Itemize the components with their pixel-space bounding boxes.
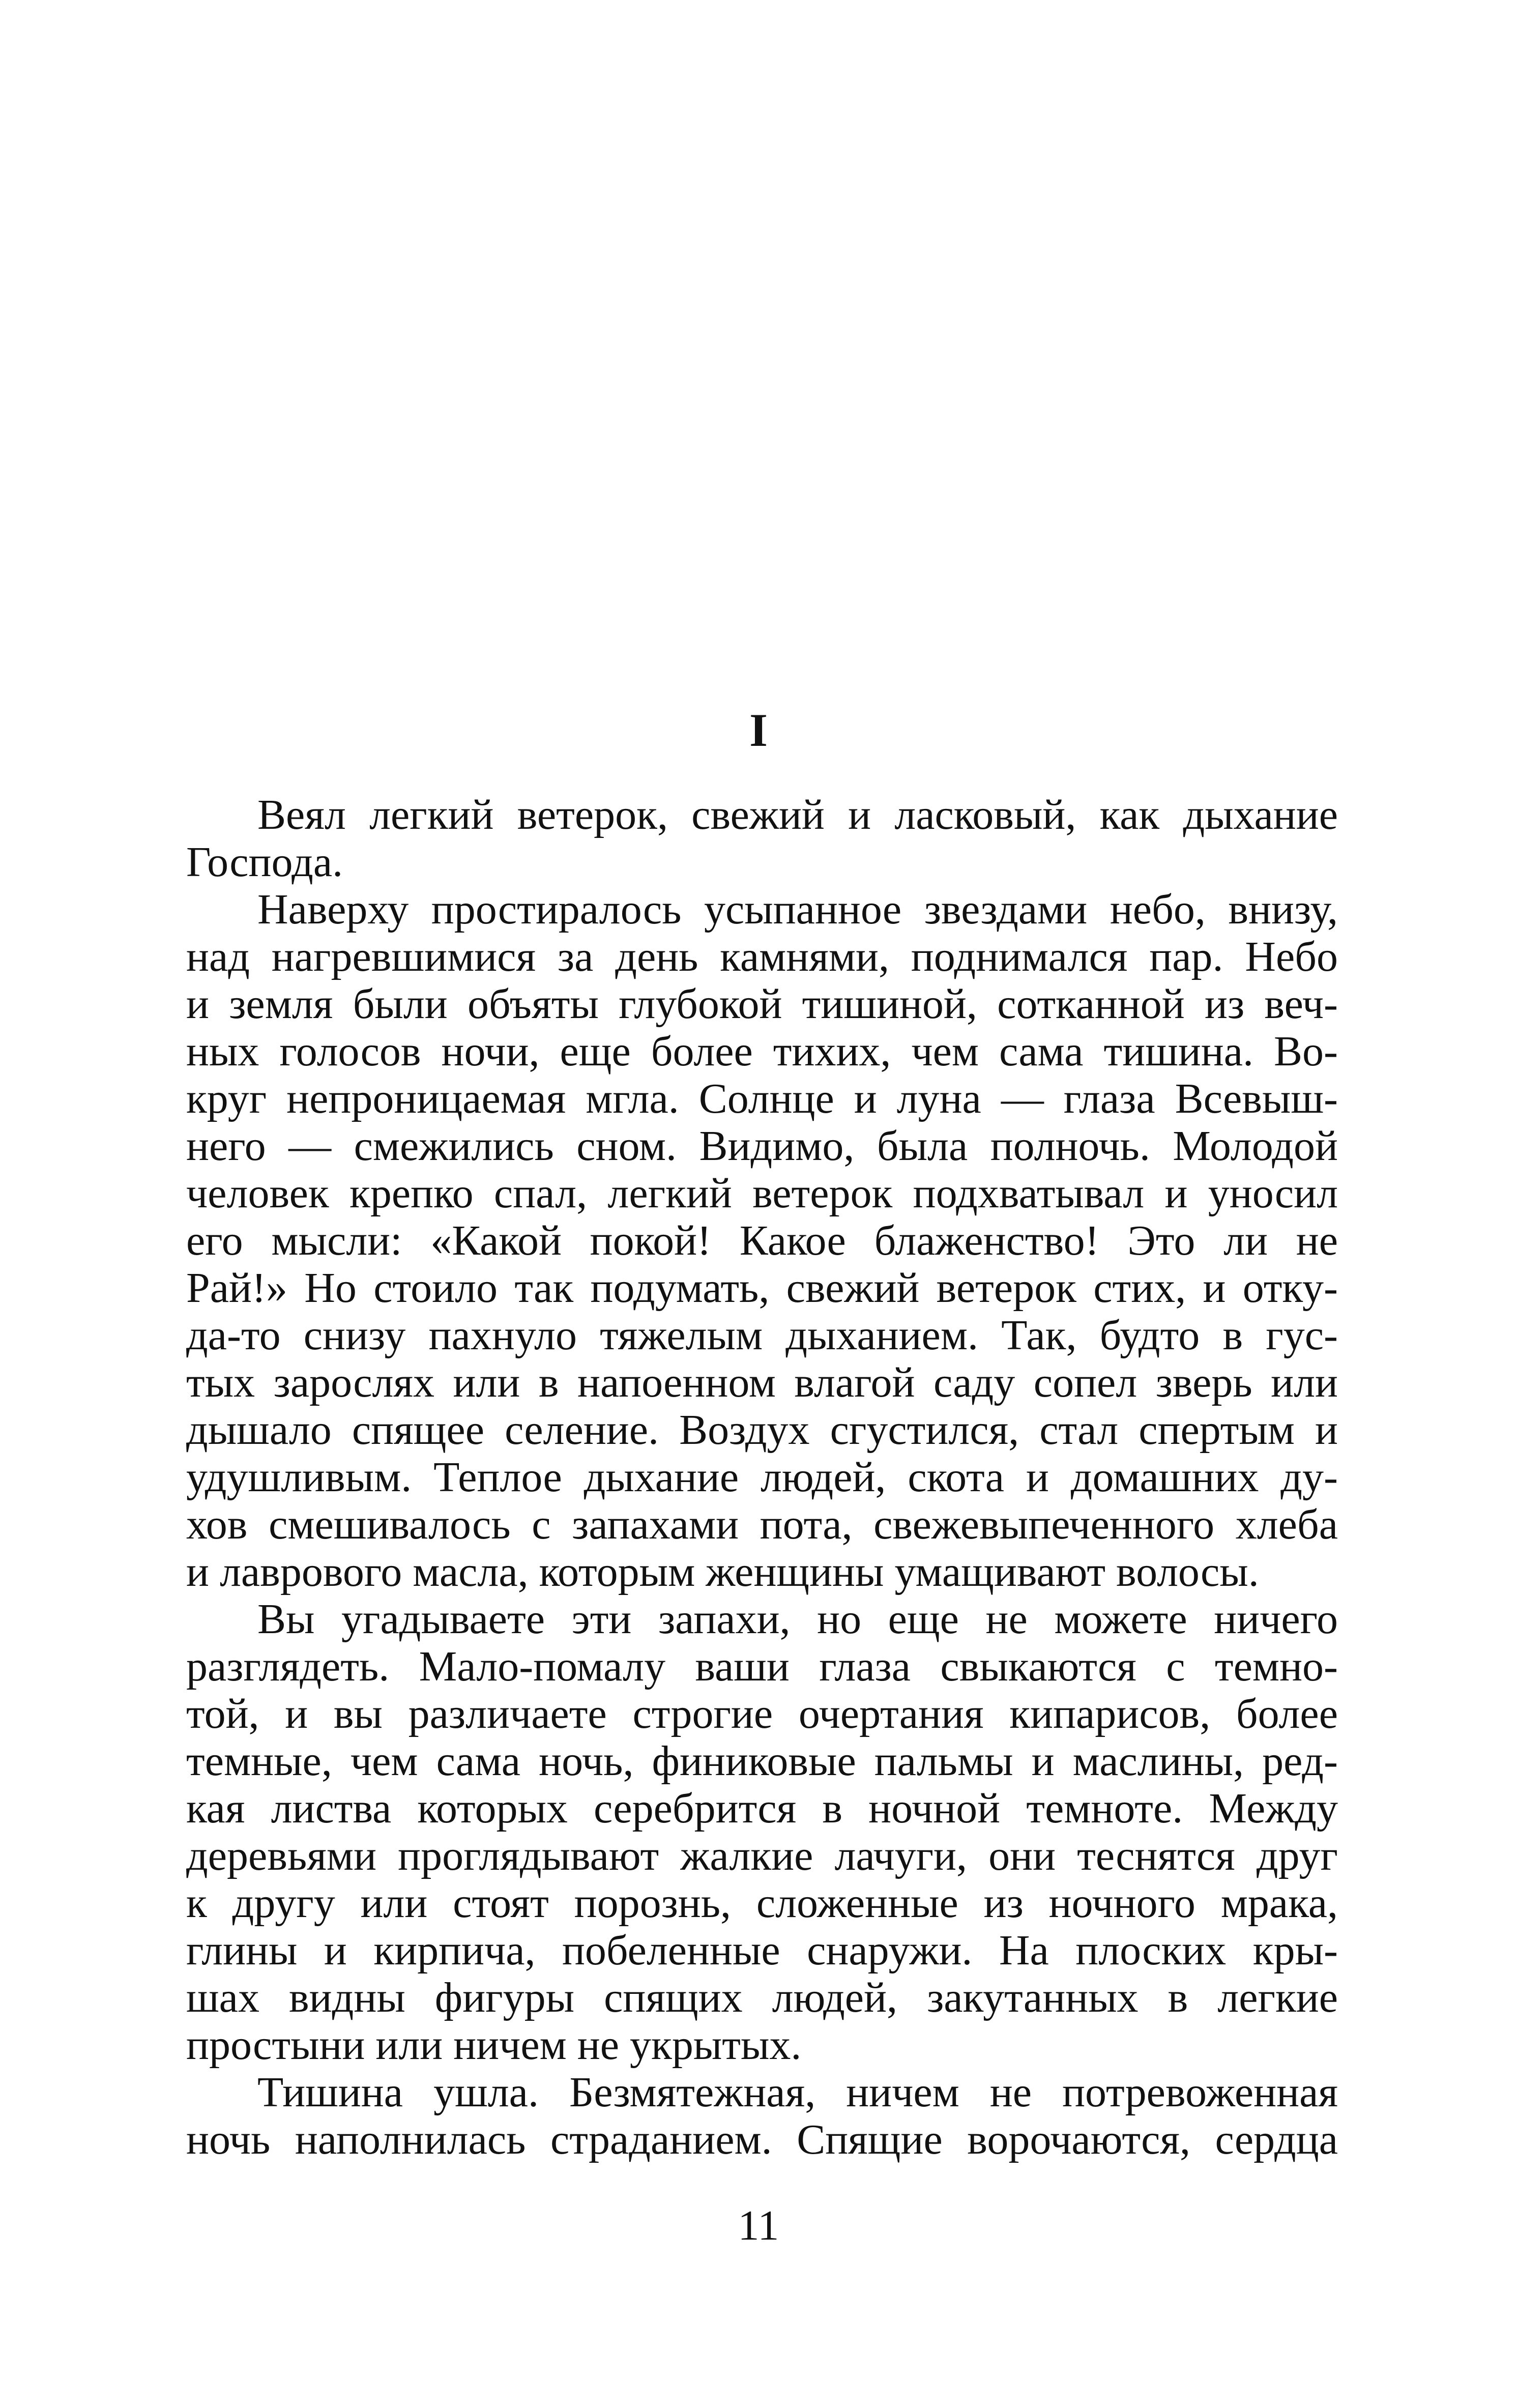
text-line: деревьями проглядывают жалкие лачуги, они теснятся друг	[186, 1832, 1338, 1879]
text-line: тых зарослях или в напоенном влагой саду сопел зверь или	[186, 1359, 1338, 1406]
text-line: Вы угадываете эти запахи, но еще не можете ничего	[257, 1595, 1338, 1643]
body-text	[186, 791, 1338, 2163]
text-line: и лаврового масла, которым женщины умащивают волосы.	[186, 1548, 1259, 1595]
text-line: Господа.	[186, 838, 343, 886]
text-line: круг непроницаемая мгла. Солнце и луна — глаза Всевыш-	[186, 1075, 1338, 1122]
text-line: человек крепко спал, легкий ветерок подхватывал и уносил	[186, 1170, 1338, 1217]
page-number: 11	[738, 2202, 779, 2249]
text-line: темные, чем сама ночь, финиковые пальмы и маслины, ред-	[186, 1737, 1338, 1785]
text-line: хов смешивалось с запахами пота, свежевыпеченного хлеба	[186, 1501, 1338, 1548]
text-line: ных голосов ночи, еще более тихих, чем сама тишина. Во-	[186, 1028, 1338, 1075]
text-line: простыни или ничем не укрытых.	[186, 2021, 802, 2069]
text-line: ночь наполнилась страданием. Спящие ворочаются, сердца	[186, 2116, 1338, 2163]
text-line: над нагревшимися за день камнями, поднимался пар. Небо	[186, 933, 1338, 980]
text-line: разглядеть. Мало-помалу ваши глаза свыкаются с темно-	[186, 1643, 1338, 1690]
text-line: Веял легкий ветерок, свежий и ласковый, как дыхание	[257, 791, 1338, 838]
text-line: и земля были объяты глубокой тишиной, сотканной из веч-	[186, 980, 1338, 1028]
text-line: к другу или стоят порознь, сложенные из ночного мрака,	[186, 1879, 1338, 1927]
chapter-number: I	[749, 704, 768, 756]
text-line: него — смежились сном. Видимо, была полночь. Молодой	[186, 1122, 1338, 1170]
text-line: его мысли: «Какой покой! Какое блаженство! Это ли не	[186, 1217, 1338, 1264]
text-line: той, и вы различаете строгие очертания кипарисов, более	[186, 1690, 1338, 1737]
text-line: кая листва которых серебрится в ночной темноте. Между	[186, 1785, 1338, 1832]
text-line: шах видны фигуры спящих людей, закутанных в легкие	[186, 1974, 1338, 2021]
text-line: да-то снизу пахнуло тяжелым дыханием. Так, будто в гус-	[186, 1312, 1338, 1359]
text-line: Рай!» Но стоило так подумать, свежий ветерок стих, и отку-	[186, 1264, 1338, 1312]
text-line: Тишина ушла. Безмятежная, ничем не потревоженная	[257, 2069, 1338, 2116]
text-line: Наверху простиралось усыпанное звездами небо, внизу,	[257, 886, 1338, 933]
text-line: дышало спящее селение. Воздух сгустился, стал спертым и	[186, 1406, 1338, 1454]
text-line: глины и кирпича, побеленные снаружи. На плоских кры-	[186, 1927, 1338, 1974]
text-line: удушливым. Теплое дыхание людей, скота и домашних ду-	[186, 1454, 1338, 1501]
